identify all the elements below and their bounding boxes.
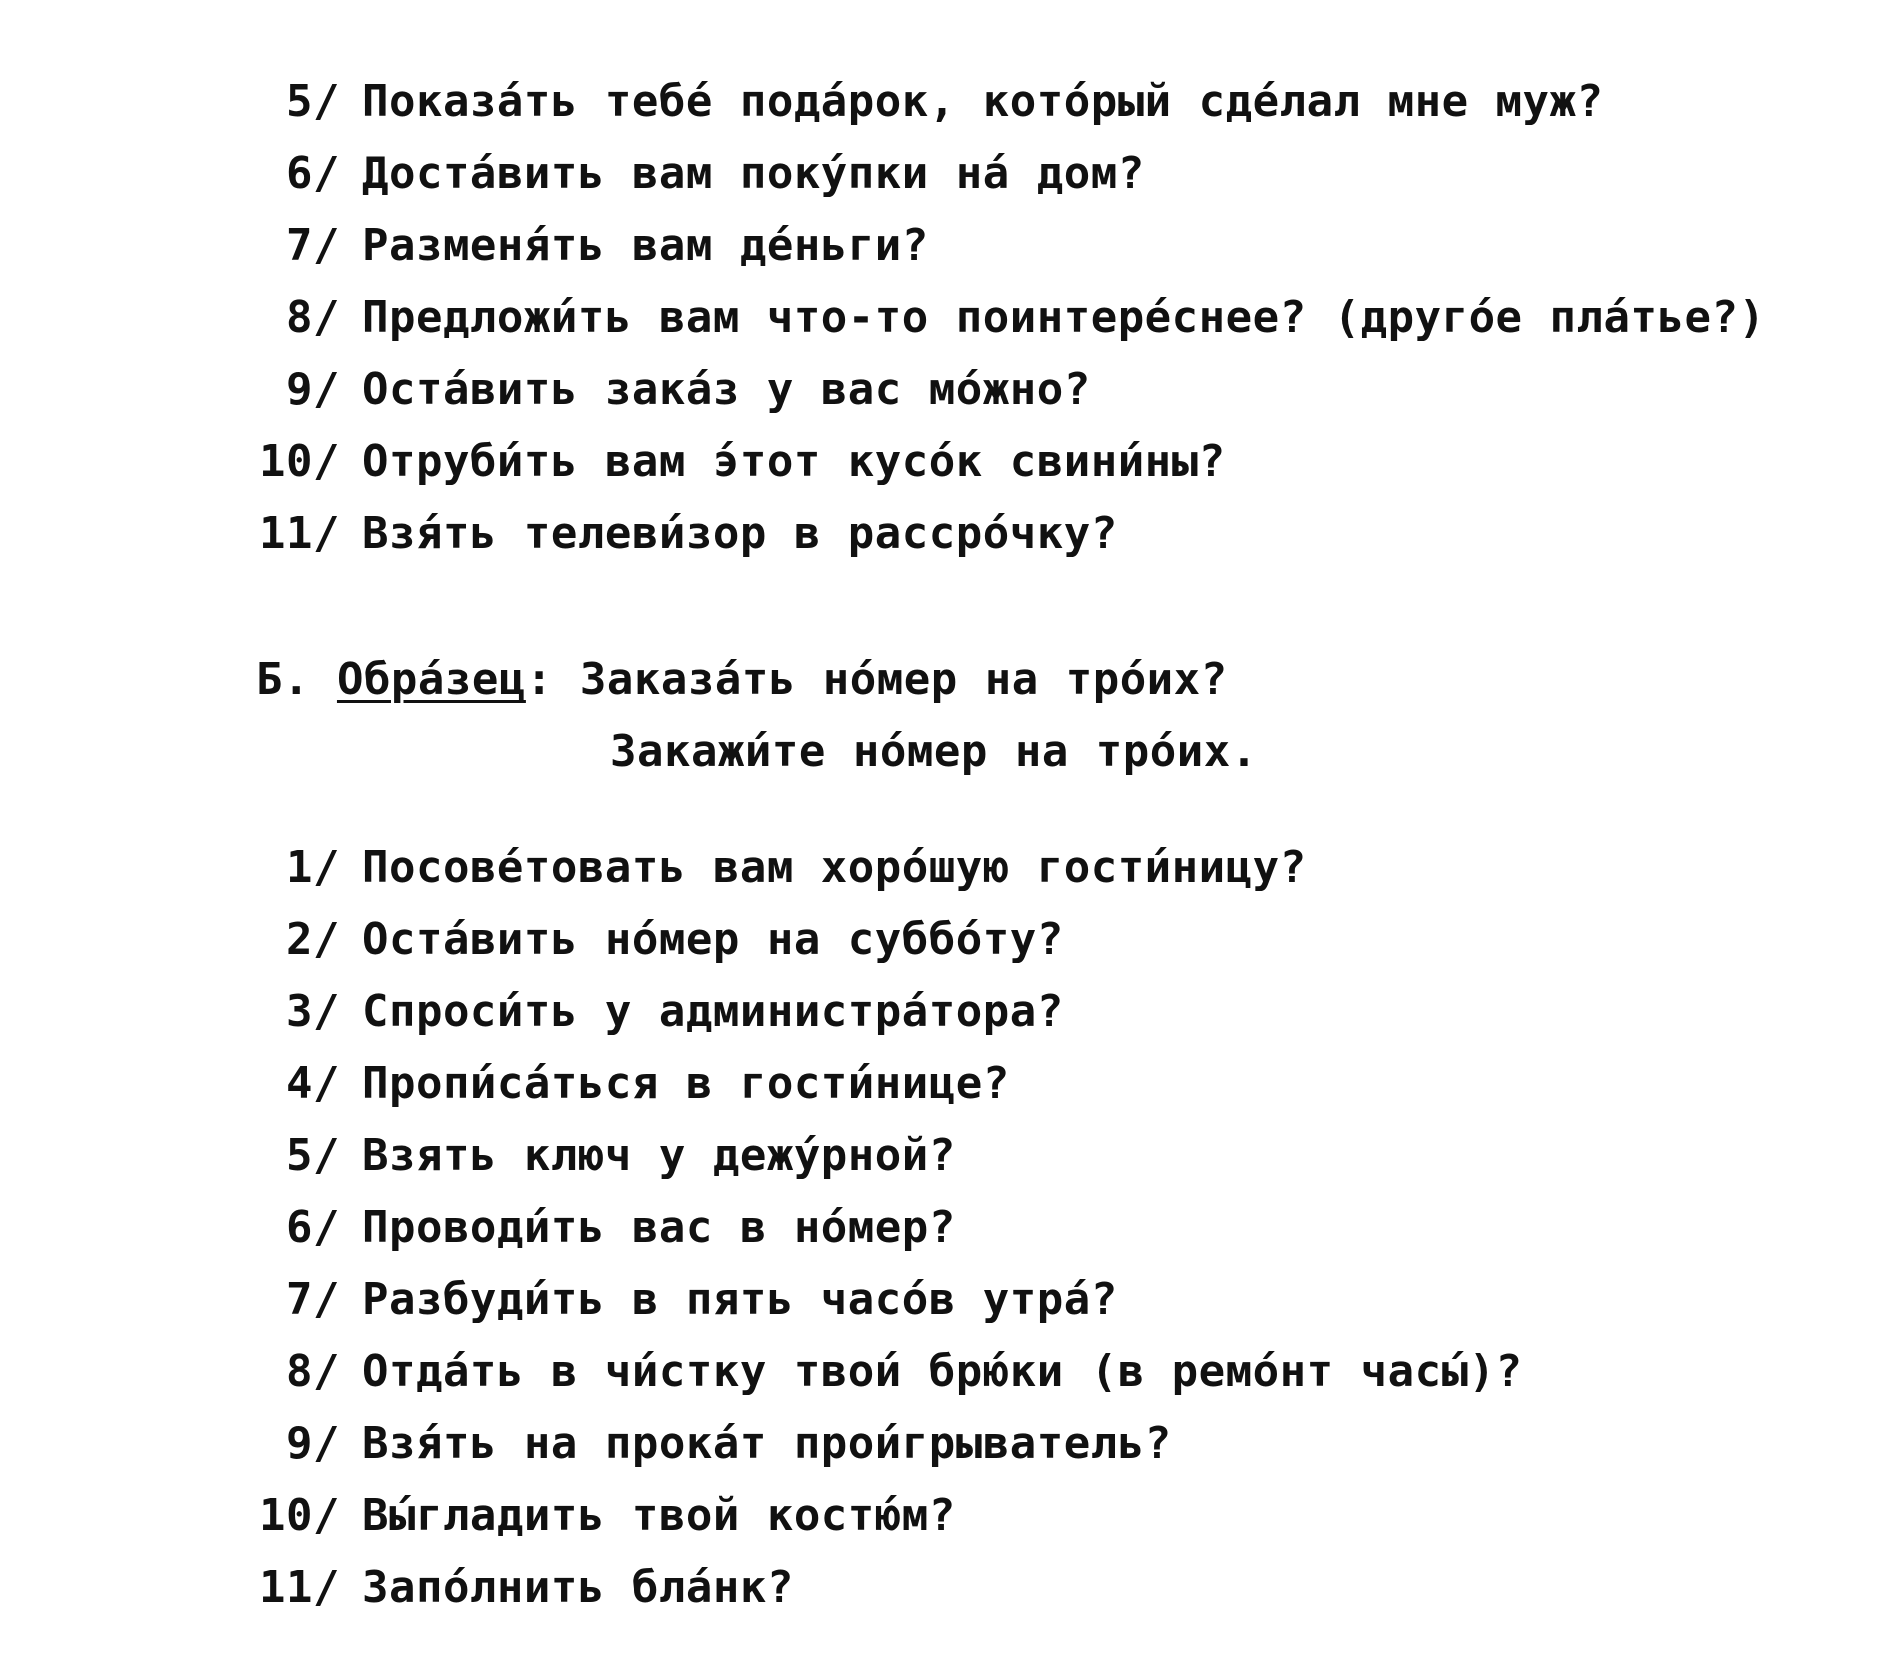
item-number: 8/ [285,292,340,343]
item-text: Взя́ть телеви́зор в рассро́чку? [361,508,1118,559]
item-number: 6/ [285,148,340,199]
item-number: 7/ [285,220,340,271]
item-number: 10/ [258,436,340,487]
item-text: Взять ключ у дежу́рной? [361,1130,956,1181]
item-text: Разменя́ть вам де́ньги? [361,220,929,271]
item-text: Оста́вить зака́з у вас мо́жно? [361,364,1091,415]
item-number: 2/ [285,914,340,965]
item-text: Вы́гладить твой костю́м? [361,1490,956,1541]
item-text: Оста́вить но́мер на суббо́ту? [361,914,1064,965]
item-number: 1/ [285,842,340,893]
item-number: 11/ [258,1562,340,1613]
item-text: Проводи́ть вас в но́мер? [361,1202,956,1253]
item-text: Взя́ть на прока́т прои́грыватель? [361,1418,1172,1469]
item-text: Доста́вить вам поку́пки на́ дом? [361,148,1145,199]
section-letter: Б. [255,654,310,705]
item-text: Показа́ть тебе́ пода́рок, кото́рый сде́лал мне муж? [361,76,1604,127]
item-number: 5/ [285,1130,340,1181]
item-number: 3/ [285,986,340,1037]
item-number: 9/ [285,364,340,415]
item-number: 5/ [285,76,340,127]
item-number: 9/ [285,1418,340,1469]
item-text: Спроси́ть у администра́тора? [361,986,1064,1037]
example-colon: : [525,654,553,705]
item-number: 4/ [285,1058,340,1109]
item-number: 10/ [258,1490,340,1541]
example-line-2: Закажи́те но́мер на тро́их. [609,726,1258,777]
item-text: Отда́ть в чи́стку твои́ брю́ки (в ремо́нт часы́)? [361,1346,1523,1397]
example-label: Обра́зец [336,654,526,705]
item-text: Отруби́ть вам э́тот кусо́к свини́ны? [361,436,1226,487]
item-text: Запо́лнить бла́нк? [361,1562,794,1613]
item-number: 8/ [285,1346,340,1397]
item-text: Пропи́са́ться в гости́нице? [361,1058,1010,1109]
item-number: 11/ [258,508,340,559]
item-text: Разбуди́ть в пять часо́в утра́? [361,1274,1118,1325]
item-number: 7/ [285,1274,340,1325]
list-item [120,1498,794,1678]
item-text: Посове́товать вам хоро́шую гости́ницу? [361,842,1307,893]
example-line-1: Заказа́ть но́мер на тро́их? [579,654,1228,705]
item-text: Предложи́ть вам что-то поинтере́снее? (друго́е пла́тье?) [361,292,1766,343]
item-number: 6/ [285,1202,340,1253]
